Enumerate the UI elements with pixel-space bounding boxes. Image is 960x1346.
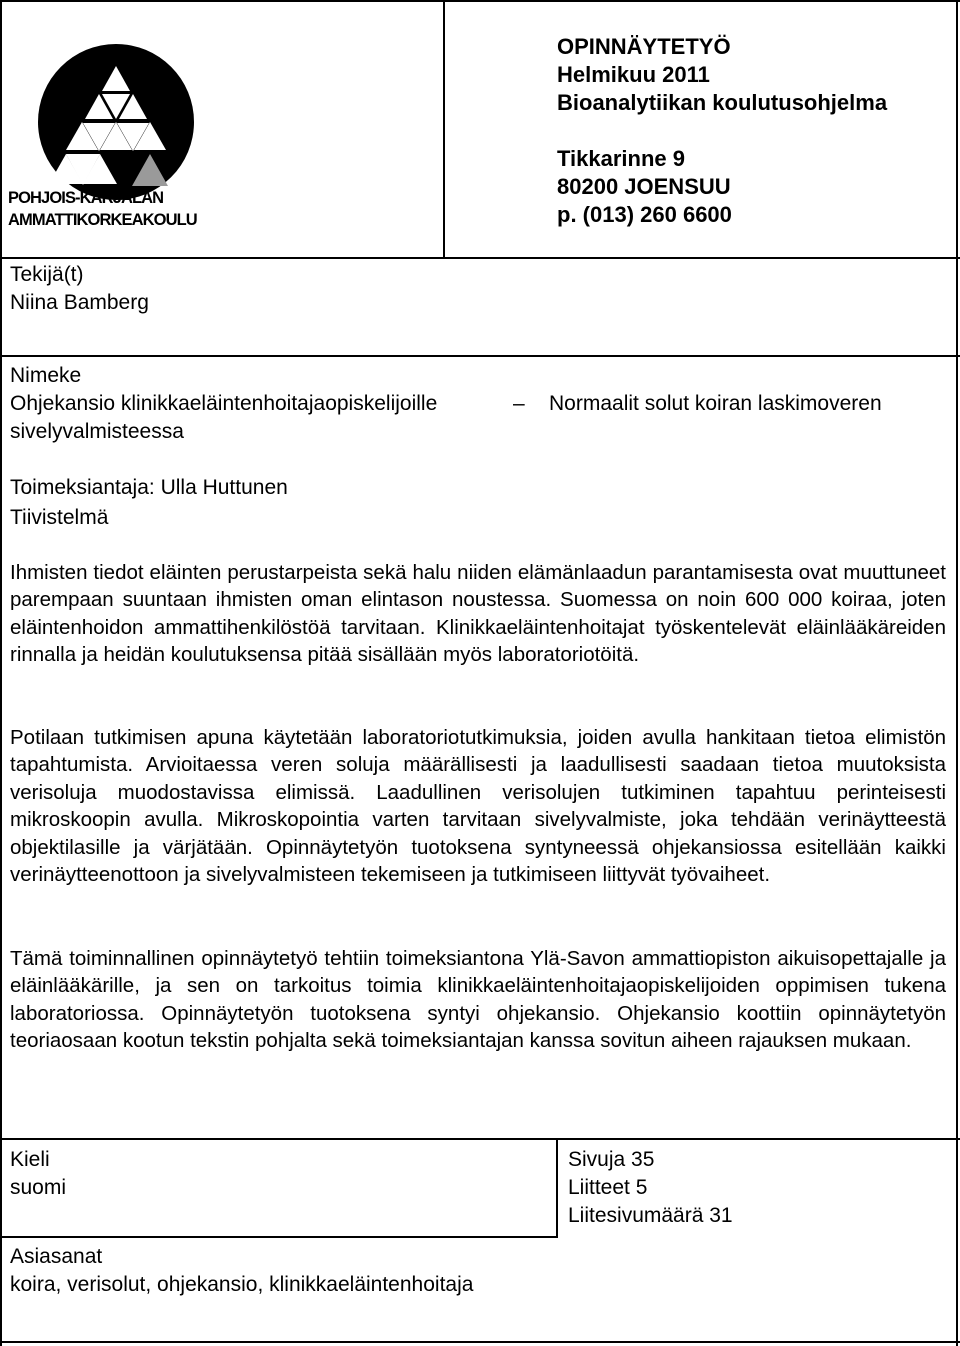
commissioner: Toimeksiantaja: Ulla Huttunen: [10, 476, 288, 499]
abstract-paragraph-2: Potilaan tutkimisen apuna käytetään laboratoriotutkimuksia, joiden avulla hankitaan tietoa elimistön tapahtumista. Arvioitaessa veren soluja määrällisesti ja laadullisesti saadaan tietoa muutoksista verisoluja muodostavissa elimissä. Laadullinen verisolujen tutkiminen tapahtuu perinteisesti mikroskoopin avulla. Mikroskopointia varten tarvitaan sivelyvalmiste, joka tehdään verinäytteestä objektilasille ja värjätään. Opinnäytetyön tuotoksena syntyneessä ohjekansiossa esitellään kaikki verinäytteenottoon ja sivelyvalmisteen tekemiseen ja tutkimiseen liittyvät työvaiheet.: [10, 726, 946, 887]
title-line1-left: Ohjekansio klinikkaeläintenhoitajaopiskelijoille: [10, 392, 438, 415]
street-address: Tikkarinne 9: [557, 146, 685, 171]
header-divider-vertical: [443, 0, 445, 258]
phone-number: p. (013) 260 6600: [557, 202, 732, 227]
logo-text-line1: POHJOIS-KARJALAN: [8, 189, 164, 207]
frame-left: [0, 0, 2, 1346]
postal-address: 80200 JOENSUU: [557, 174, 731, 199]
language-value: suomi: [10, 1176, 67, 1199]
footer-vertical-divider: [556, 1138, 558, 1237]
logo-text-line2: AMMATTIKORKEAKOULU: [8, 211, 197, 229]
document-date: Helmikuu 2011: [557, 62, 710, 87]
degree-program: Bioanalytiikan koulutusohjelma: [557, 90, 888, 115]
author-name: Niina Bamberg: [10, 291, 149, 314]
title-line2: sivelyvalmisteessa: [10, 420, 184, 443]
keywords-label: Asiasanat: [10, 1245, 103, 1268]
header-divider-horizontal: [0, 257, 960, 259]
appendix-count: Liitteet 5: [568, 1176, 648, 1199]
triangle-emblem-icon: [8, 30, 213, 240]
title-dash: –: [513, 392, 525, 415]
page-count: Sivuja 35: [568, 1148, 655, 1171]
author-label: Tekijä(t): [10, 263, 84, 286]
keywords-divider: [0, 1236, 558, 1238]
language-label: Kieli: [10, 1148, 50, 1171]
frame-right: [956, 0, 958, 1346]
frame-bottom: [0, 1341, 960, 1343]
frame-top: [0, 0, 960, 2]
abstract-label: Tiivistelmä: [10, 506, 109, 529]
document-type: OPINNÄYTETYÖ: [557, 34, 731, 59]
appendix-page-count: Liitesivumäärä 31: [568, 1204, 733, 1227]
title-line1-right: Normaalit solut koiran laskimoveren: [549, 392, 882, 415]
footer-divider: [0, 1138, 960, 1140]
abstract-paragraph-3: Tämä toiminnallinen opinnäytetyö tehtiin toimeksiantona Ylä-Savon ammattiopiston aikuisopettajalle ja eläinlääkärille, ja sen on tarkoitus toimia klinikkaeläintenhoitajaopiskelijoiden oppimisen tukena laboratoriossa. Opinnäytetyön tuotoksena syntyi ohjekansio. Ohjekansio koottiin opinnäytetyön teoriaosaan kootun tekstin pohjalta sekä toimeksiantajan kanssa sovitun aiheen rajauksen mukaan.: [10, 947, 946, 1053]
keywords-value: koira, verisolut, ohjekansio, klinikkaeläintenhoitaja: [10, 1273, 474, 1296]
title-label: Nimeke: [10, 364, 82, 387]
author-divider: [0, 355, 960, 357]
abstract-paragraph-1: Ihmisten tiedot eläinten perustarpeista sekä halu niiden elämänlaadun parantamisesta ovat muuttuneet parempaan suuntaan ihmisten oman elintason noustessa. Suomessa on noin 600 000 koiraa, joten eläintenhoidon ammattihenkilöstöä tarvitaan. Klinikkaeläintenhoitajat työskentelevät eläinlääkäreiden rinnalla ja heidän koulutuksensa pitää sisällään myös laboratoriotöitä.: [10, 561, 946, 667]
